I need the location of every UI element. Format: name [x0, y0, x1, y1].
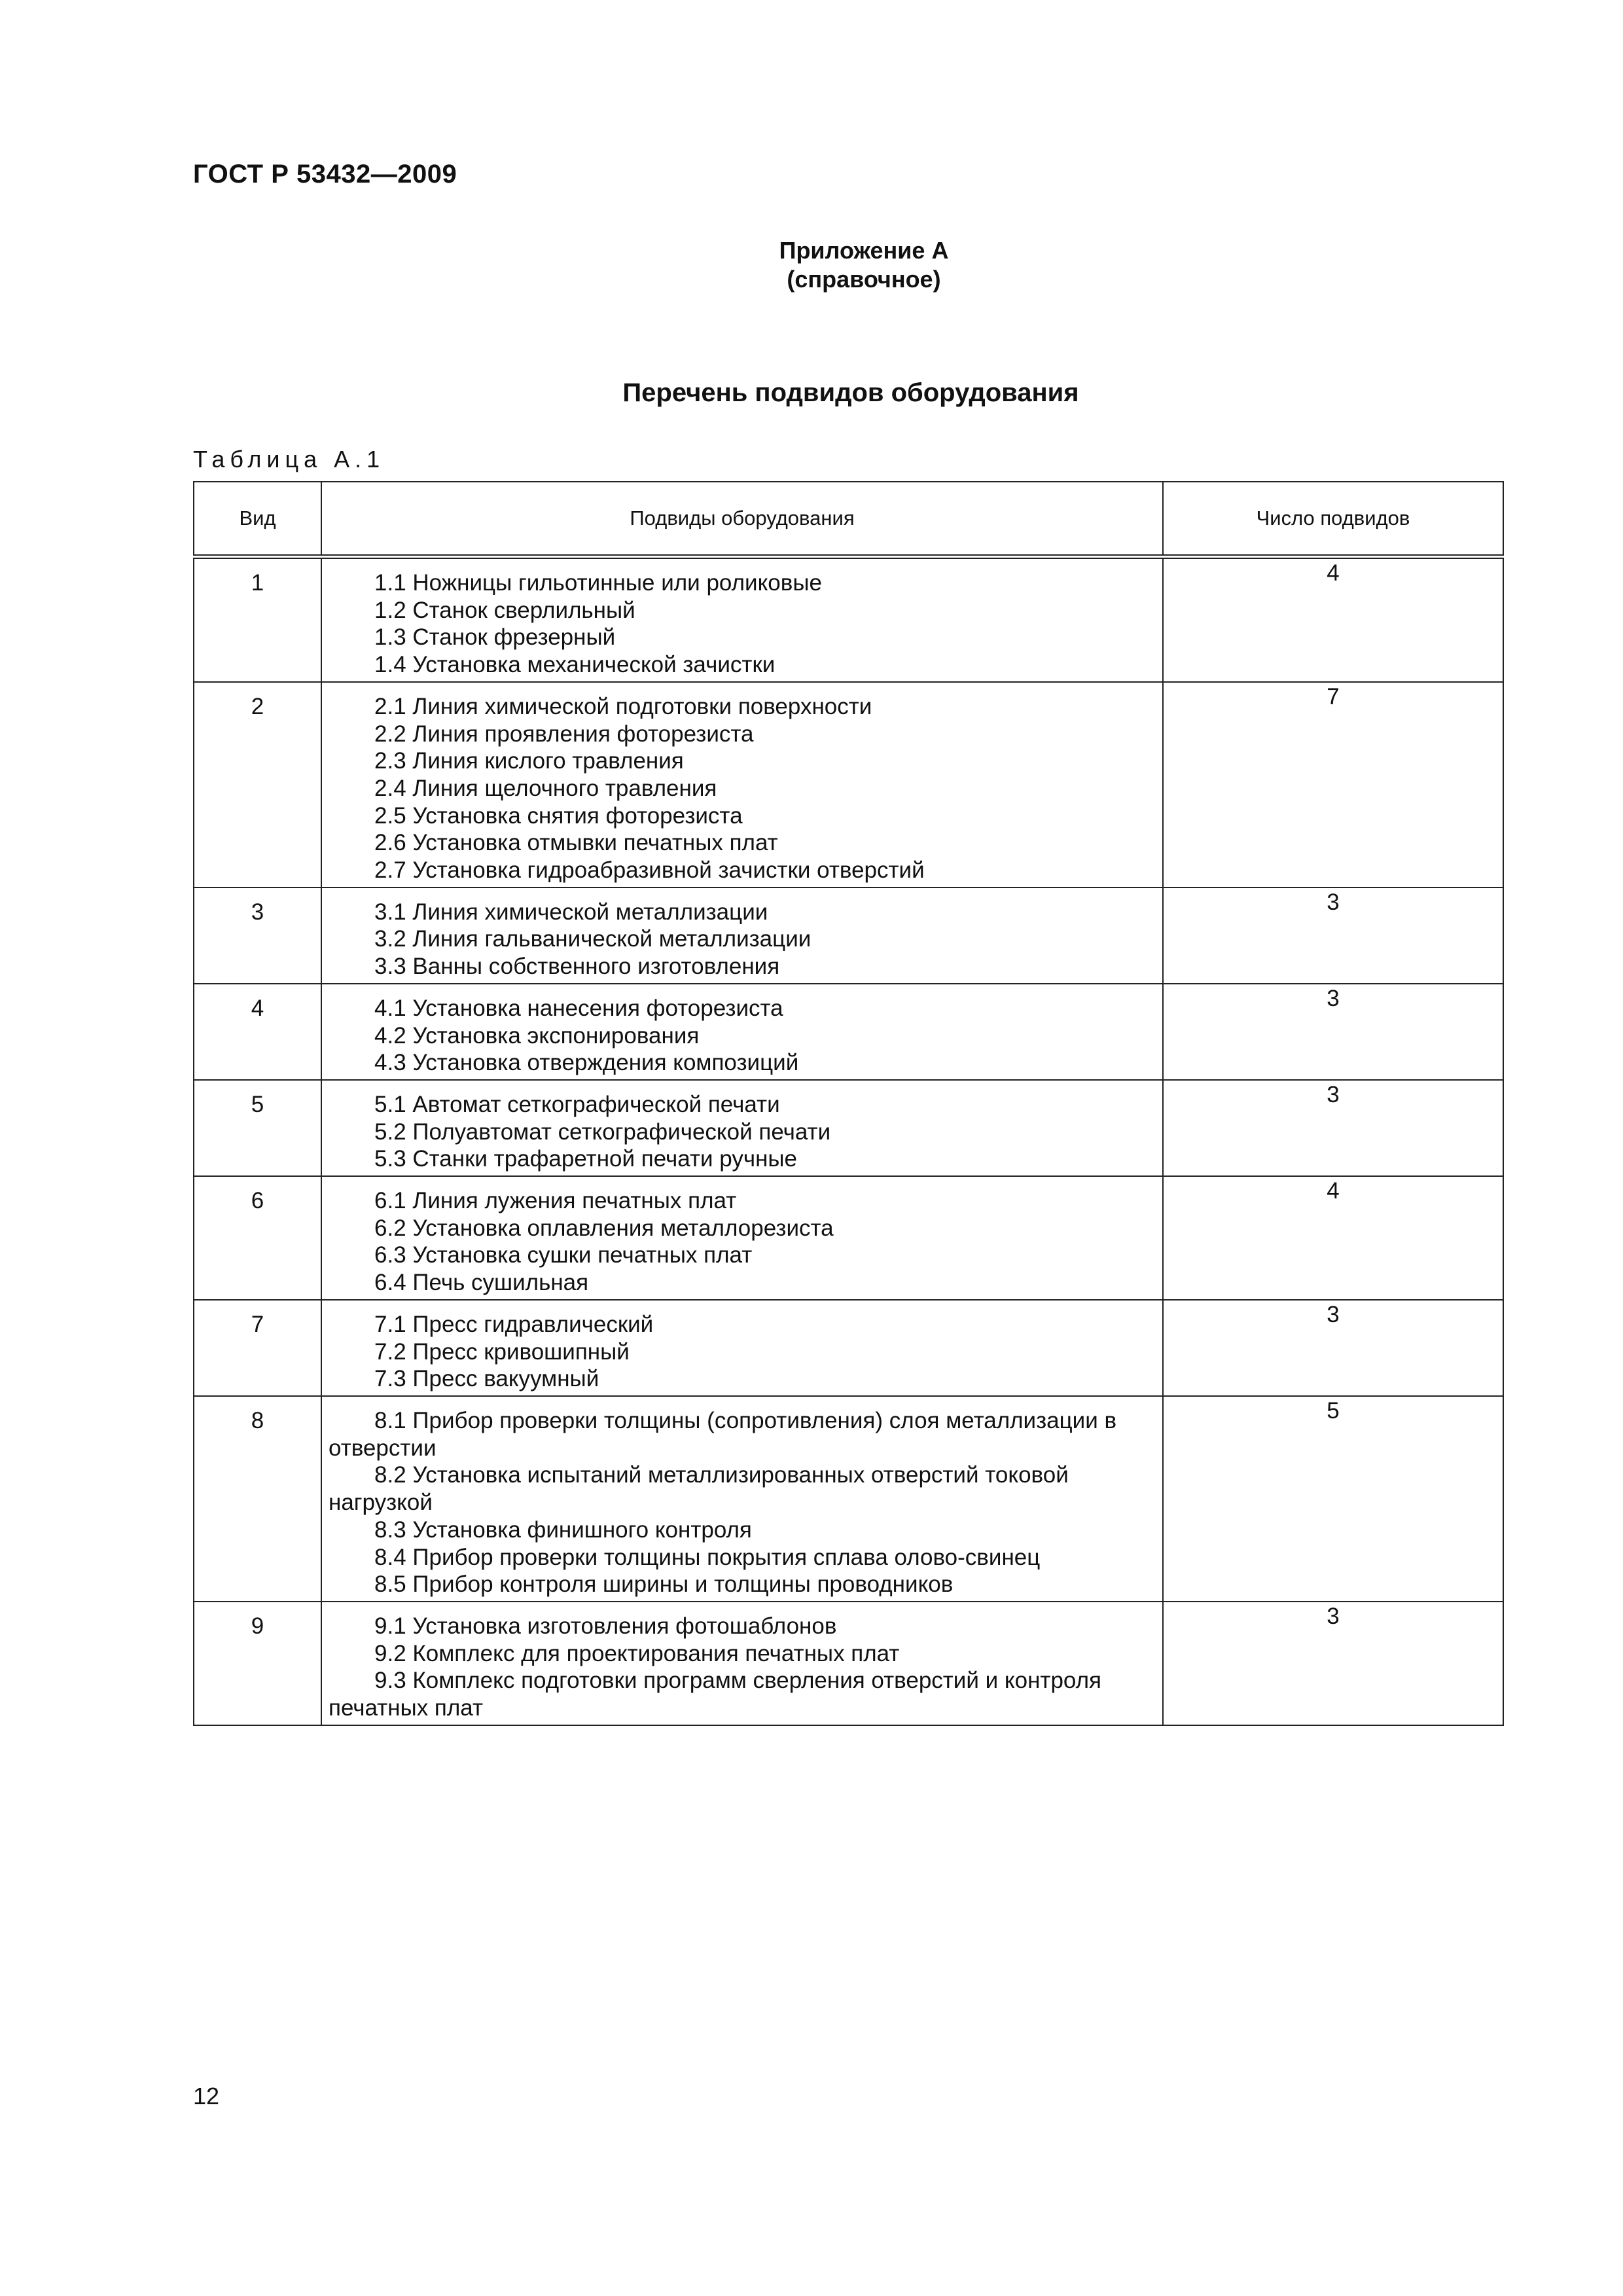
row-count: 3 — [1163, 984, 1503, 1080]
row-items — [321, 984, 1163, 1080]
list-item: 2.3 Линия кислого травления — [374, 748, 684, 774]
table-row — [194, 1396, 1503, 1602]
list-item: 1.1 Ножницы гильотинные или роликовые — [374, 570, 822, 596]
row-kind: 9 — [194, 1602, 321, 1725]
table-row — [194, 984, 1503, 1080]
list-item: 3.1 Линия химической металлизации — [374, 899, 768, 925]
row-count: 3 — [1163, 1080, 1503, 1176]
list-item: 2.6 Установка отмывки печатных плат — [374, 830, 778, 856]
list-item: 4.1 Установка нанесения фоторезиста — [374, 995, 783, 1021]
list-item: 2.4 Линия щелочного травления — [374, 775, 717, 801]
list-title: Перечень подвидов оборудования — [622, 378, 1079, 407]
row-items — [321, 1080, 1163, 1176]
row-items — [321, 1602, 1163, 1725]
list-item: 3.3 Ванны собственного изготовления — [374, 954, 780, 980]
list-item: 5.1 Автомат сеткографической печати — [374, 1091, 780, 1117]
row-kind: 4 — [194, 984, 321, 1080]
table-row — [194, 682, 1503, 888]
row-count: 4 — [1163, 557, 1503, 682]
list-item: 7.1 Пресс гидравлический — [374, 1311, 654, 1337]
row-count: 4 — [1163, 1176, 1503, 1300]
list-item: 6.3 Установка сушки печатных плат — [374, 1242, 753, 1268]
row-kind: 6 — [194, 1176, 321, 1300]
table-row — [194, 1300, 1503, 1396]
row-items — [321, 1396, 1163, 1602]
table-row — [194, 888, 1503, 984]
list-item: 7.3 Пресс вакуумный — [374, 1366, 599, 1392]
list-item: 5.3 Станки трафаретной печати ручные — [374, 1146, 798, 1172]
list-item: 9.2 Комплекс для проектирования печатных плат — [374, 1640, 900, 1666]
list-item: 6.4 Печь сушильная — [374, 1270, 589, 1296]
list-item: 5.2 Полуавтомат сеткографической печати — [374, 1119, 831, 1145]
row-items — [321, 888, 1163, 984]
row-count: 3 — [1163, 1602, 1503, 1725]
list-item: 8.2 Установка испытаний металлизированных отверстий токовой нагрузкой — [329, 1462, 1069, 1516]
appendix-title: Приложение А — [779, 237, 949, 264]
table-caption: Таблица А.1 — [193, 446, 385, 473]
row-kind: 5 — [194, 1080, 321, 1176]
list-item: 2.7 Установка гидроабразивной зачистки отверстий — [374, 857, 925, 884]
row-count: 3 — [1163, 1300, 1503, 1396]
list-item: 8.5 Прибор контроля ширины и толщины проводников — [374, 1571, 954, 1598]
row-items — [321, 1176, 1163, 1300]
list-item: 6.2 Установка оплавления металлорезиста — [374, 1215, 834, 1241]
list-item: 8.4 Прибор проверки толщины покрытия сплава олово-свинец — [374, 1544, 1041, 1570]
table-row — [194, 557, 1503, 682]
row-items — [321, 557, 1163, 682]
list-item: 8.1 Прибор проверки толщины (сопротивления) слоя металлизации в отверстии — [329, 1407, 1117, 1461]
row-kind: 2 — [194, 682, 321, 888]
equipment-table — [193, 481, 1504, 1726]
row-kind: 1 — [194, 557, 321, 682]
header-count: Число подвидов — [1163, 482, 1503, 557]
table-row — [194, 1080, 1503, 1176]
list-item: 2.2 Линия проявления фоторезиста — [374, 721, 754, 747]
list-item: 2.5 Установка снятия фоторезиста — [374, 802, 743, 829]
header-subtypes: Подвиды оборудования — [321, 482, 1163, 557]
list-item: 6.1 Линия лужения печатных плат — [374, 1188, 737, 1214]
row-count: 7 — [1163, 682, 1503, 888]
list-item: 1.4 Установка механической зачистки — [374, 652, 776, 678]
header-kind: Вид — [194, 482, 321, 557]
list-item: 2.1 Линия химической подготовки поверхности — [374, 693, 872, 719]
row-kind: 7 — [194, 1300, 321, 1396]
table-header-row — [194, 482, 1503, 557]
list-item: 3.2 Линия гальванической металлизации — [374, 926, 812, 952]
table-row — [194, 1602, 1503, 1725]
table-row — [194, 1176, 1503, 1300]
list-item: 1.3 Станок фрезерный — [374, 624, 616, 651]
row-count: 3 — [1163, 888, 1503, 984]
list-item: 1.2 Станок сверлильный — [374, 597, 635, 623]
list-item: 4.3 Установка отверждения композиций — [374, 1050, 799, 1076]
list-item: 9.1 Установка изготовления фотошаблонов — [374, 1613, 837, 1639]
list-item: 8.3 Установка финишного контроля — [374, 1516, 752, 1543]
page-number: 12 — [193, 2083, 220, 2109]
doc-code: ГОСТ Р 53432—2009 — [193, 160, 457, 188]
appendix-heading — [681, 236, 1047, 294]
row-items — [321, 1300, 1163, 1396]
list-item: 7.2 Пресс кривошипный — [374, 1338, 630, 1365]
appendix-subtitle: (справочное) — [787, 266, 941, 293]
row-kind: 3 — [194, 888, 321, 984]
row-count: 5 — [1163, 1396, 1503, 1602]
row-kind: 8 — [194, 1396, 321, 1602]
list-item: 9.3 Комплекс подготовки программ сверления отверстий и контроля печатных плат — [329, 1668, 1101, 1721]
row-items — [321, 682, 1163, 888]
list-item: 4.2 Установка экспонирования — [374, 1022, 700, 1049]
